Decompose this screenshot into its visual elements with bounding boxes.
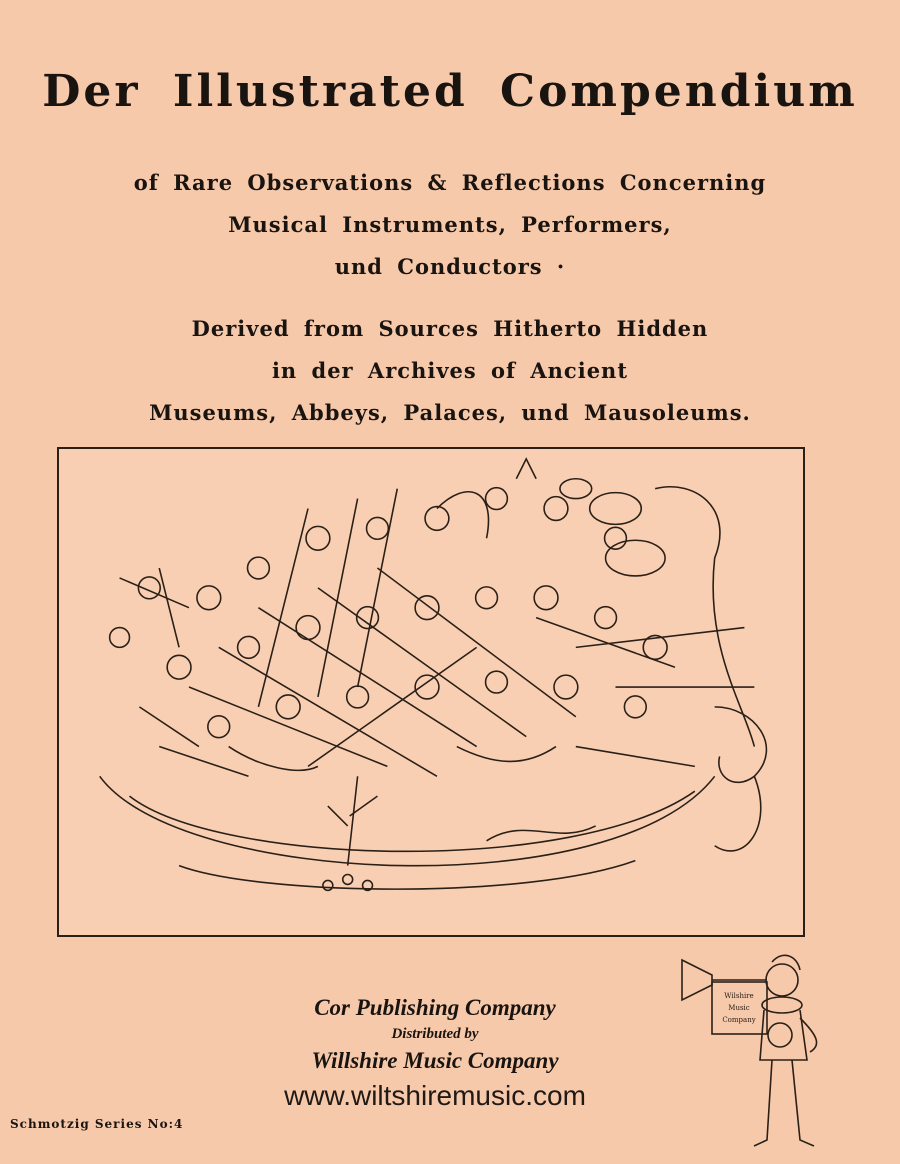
orchestra-illustration bbox=[57, 447, 805, 937]
subtitle-line-1: of Rare Observations & Reflections Concerning bbox=[133, 170, 767, 195]
sign-line-3: Company bbox=[722, 1016, 756, 1024]
sign-line-1: Wilshire bbox=[724, 992, 754, 1000]
trumpeter-icon bbox=[672, 940, 842, 1155]
series-label: Schmotzig Series No:4 bbox=[10, 1117, 184, 1131]
website-url[interactable]: www.wiltshiremusic.com bbox=[284, 1080, 586, 1111]
subtitle-line-3: und Conductors · bbox=[334, 254, 566, 279]
derived-line-1: Derived from Sources Hitherto Hidden bbox=[191, 316, 709, 341]
subtitle-line-2: Musical Instruments, Performers, bbox=[228, 212, 672, 237]
distributed-by: Distributed by bbox=[391, 1026, 479, 1042]
derived-line-3: Museums, Abbeys, Palaces, und Mausoleums. bbox=[149, 400, 751, 425]
distributor-name: Willshire Music Company bbox=[311, 1048, 559, 1073]
cover-title: Der Illustrated Compendium bbox=[42, 66, 858, 117]
derived-line-2: in der Archives of Ancient bbox=[271, 358, 629, 383]
publisher-name: Cor Publishing Company bbox=[314, 995, 556, 1020]
orchestra-drawing bbox=[59, 449, 803, 935]
sign-line-2: Music bbox=[728, 1004, 750, 1012]
mascot-illustration bbox=[672, 940, 842, 1155]
